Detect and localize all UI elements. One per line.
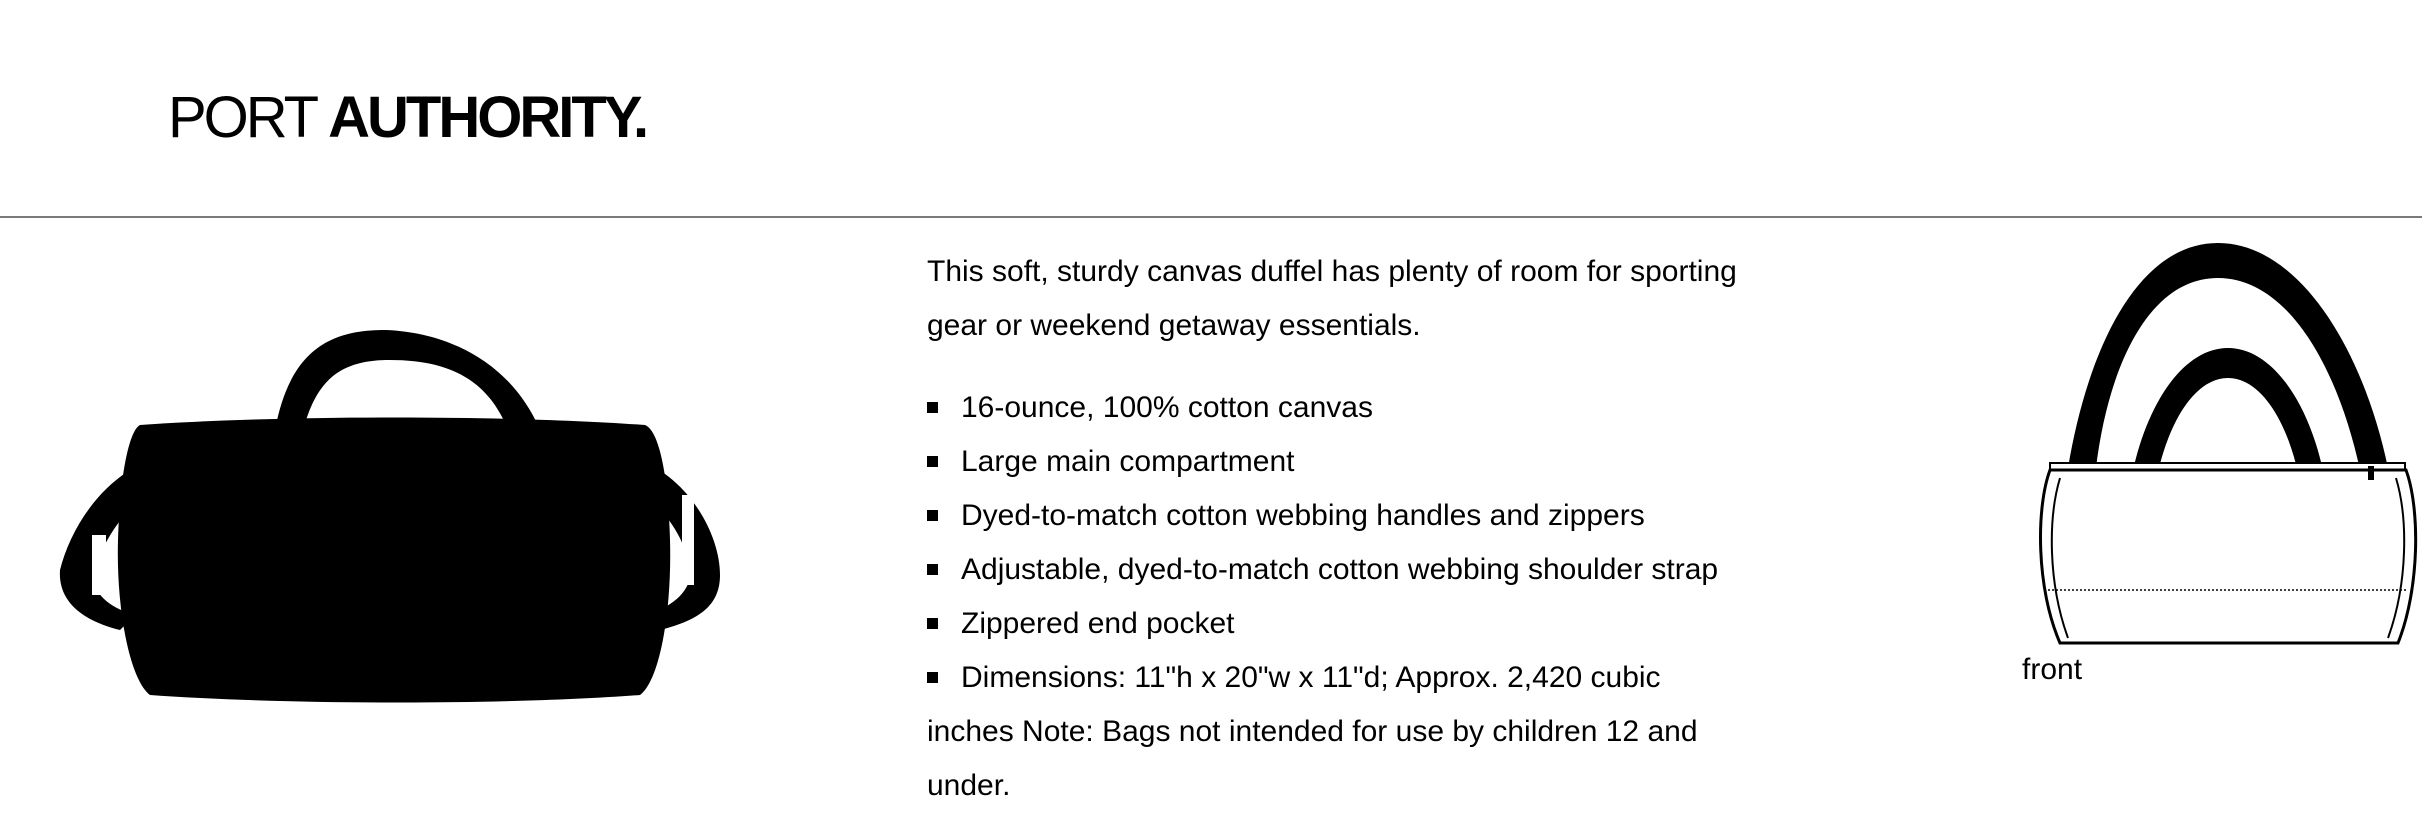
- feature-text: 16-ounce, 100% cotton canvas: [961, 391, 1373, 424]
- logo-light-text: PORT: [168, 85, 329, 150]
- square-bullet-icon: [927, 618, 938, 629]
- square-bullet-icon: [927, 564, 938, 575]
- square-bullet-icon: [927, 672, 938, 683]
- logo-bold-text: AUTHORITY.: [328, 85, 647, 150]
- square-bullet-icon: [927, 510, 938, 521]
- brand-logo: [168, 85, 647, 150]
- feature-text: Adjustable, dyed-to-match cotton webbing shoulder strap: [961, 553, 1719, 586]
- usage-note: inches Note: Bags not intended for use by children 12 and under.: [927, 715, 1698, 802]
- feature-text: Dimensions: 11"h x 20"w x 11"d; Approx. 2,420 cubic: [961, 661, 1661, 694]
- duffel-bag-photo: [40, 320, 730, 710]
- feature-item: [927, 435, 1747, 489]
- view-label: front: [2022, 653, 2083, 686]
- feature-item: [927, 543, 1747, 597]
- feature-list: [927, 381, 1747, 705]
- duffel-bag-line-drawing: [2028, 238, 2422, 648]
- feature-text: Dyed-to-match cotton webbing handles and zippers: [961, 499, 1645, 532]
- feature-item: [927, 489, 1747, 543]
- feature-item: [927, 381, 1747, 435]
- feature-text: Zippered end pocket: [961, 607, 1235, 640]
- intro-text: This soft, sturdy canvas duffel has plenty of room for sporting gear or weekend getaway essentials.: [927, 255, 1737, 342]
- header-divider: [0, 216, 2422, 218]
- square-bullet-icon: [927, 456, 938, 467]
- feature-item: [927, 597, 1747, 651]
- product-description: [927, 245, 1747, 821]
- square-bullet-icon: [927, 402, 938, 413]
- feature-item: [927, 651, 1747, 705]
- feature-text: Large main compartment: [961, 445, 1295, 478]
